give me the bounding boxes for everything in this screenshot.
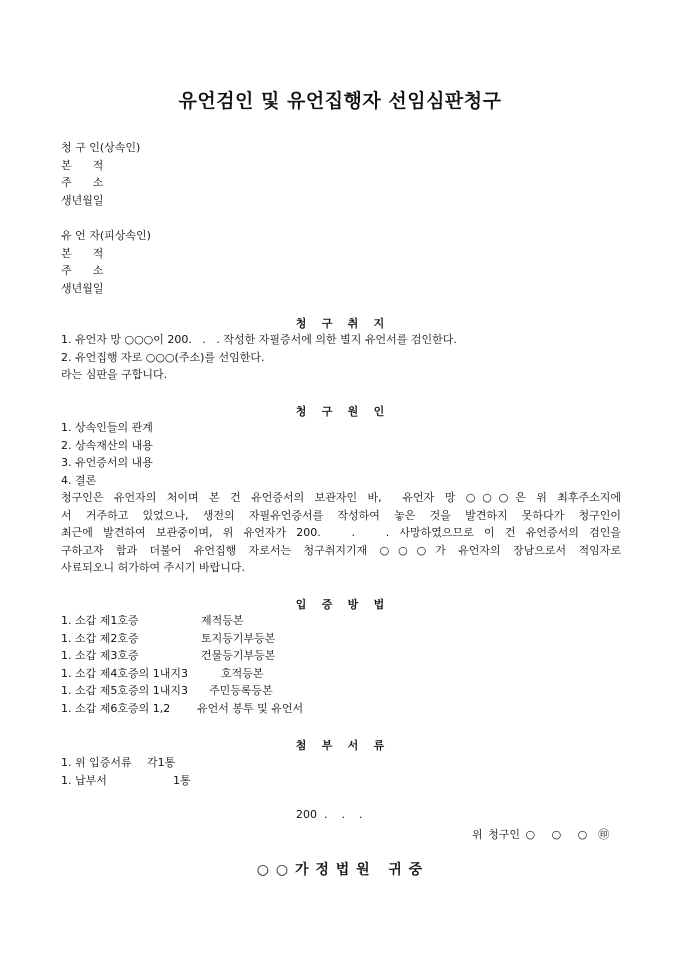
attachment-item	[61, 772, 191, 790]
evidence-item	[61, 647, 303, 665]
claimant-address-label: 주 소	[61, 176, 104, 189]
cause-paragraph-line: 청구인은 유언자의 처이며 본 건 유언증서의 보관자인 바, 유언자 망 ○○○은 위 최후주소지에	[61, 491, 621, 504]
cause-paragraph	[61, 489, 621, 577]
attachment-item	[61, 754, 191, 772]
cause-item: 3. 유언증서의 내용	[61, 456, 153, 469]
cause-paragraph-line: 서 거주하고 있었으나, 생전의 자필유언증서를 작성하여 놓은 것을 발견하지 못하다가 청구인이	[61, 508, 621, 522]
filing-date: 200 . . .	[296, 808, 363, 821]
deceased-address-label: 주 소	[61, 264, 104, 277]
evidence-doc: 건물등기부등본	[201, 649, 276, 662]
evidence-doc: 토지등기부등본	[201, 631, 276, 645]
evidence-doc: 제적등본	[201, 614, 244, 627]
evidence-heading: 입 증 방 법	[295, 598, 385, 611]
evidence-ref: 1. 소갑 제4호증의 1내지3	[61, 666, 188, 680]
document-title: 유언검인 및 유언집행자 선임심판청구	[178, 90, 502, 112]
evidence-item	[61, 665, 303, 683]
evidence-doc: 호적등본	[221, 666, 264, 680]
claimant-domicile-label: 본 적	[61, 158, 104, 172]
evidence-ref: 1. 소갑 제3호증	[61, 649, 139, 662]
deceased-section	[61, 227, 151, 297]
claimant-signature: 위 청구인 ○ ○ ○ ㊞	[472, 828, 610, 841]
evidence-ref: 1. 소갑 제1호증	[61, 614, 139, 627]
attachments-section	[61, 754, 191, 789]
cause-item: 4. 결론	[61, 473, 97, 487]
claimant-birthdate-label: 생년월일	[61, 193, 104, 207]
evidence-item	[61, 700, 303, 718]
evidence-doc: 주민등록등본	[209, 684, 273, 697]
deceased-domicile-label: 본 적	[61, 246, 104, 260]
evidence-section	[61, 612, 303, 717]
purpose-item: 1. 유언자 망 ○○○이 200. . . 작성한 자필증서에 의한 별지 유언서를 검인한다.	[61, 333, 457, 346]
evidence-item	[61, 630, 303, 648]
evidence-doc: 유언서 봉투 및 유언서	[197, 701, 304, 715]
cause-paragraph-line: 구하고자 함과 더불어 유언집행 자로서는 청구취지기재 ○○○가 유언자의 장남으로서 적임자로	[61, 543, 621, 557]
claimant-heading: 청 구 인(상속인)	[61, 141, 141, 154]
purpose-heading: 청 구 취 지	[295, 317, 385, 330]
claimant-section	[61, 139, 140, 209]
evidence-item	[61, 682, 303, 700]
cause-item: 2. 상속재산의 내용	[61, 438, 153, 452]
deceased-heading: 유 언 자(피상속인)	[61, 229, 151, 242]
attachment-name: 1. 위 입증서류	[61, 756, 132, 769]
purpose-item: 2. 유언집행 자로 ○○○(주소)를 선임한다.	[61, 350, 265, 364]
cause-paragraph-line: 사료되오니 허가하여 주시기 바랍니다.	[61, 561, 246, 574]
attachment-name: 1. 납부서	[61, 773, 107, 787]
attachment-count: 1통	[173, 773, 191, 787]
cause-section	[61, 419, 153, 489]
attachments-heading: 첨 부 서 류	[295, 739, 385, 752]
evidence-ref: 1. 소갑 제5호증의 1내지3	[61, 684, 188, 697]
cause-item: 1. 상속인들의 관계	[61, 421, 153, 434]
cause-heading: 청 구 원 인	[295, 405, 385, 418]
evidence-ref: 1. 소갑 제2호증	[61, 631, 139, 645]
court-addressee: ○ ○ 가 정 법 원 귀 중	[256, 862, 424, 878]
deceased-birthdate-label: 생년월일	[61, 281, 104, 295]
evidence-ref: 1. 소갑 제6호증의 1,2	[61, 701, 171, 715]
evidence-item	[61, 612, 303, 630]
purpose-section	[61, 331, 457, 384]
purpose-conclusion: 라는 심판을 구합니다.	[61, 368, 168, 381]
cause-paragraph-line: 최근에 발견하여 보관중이며, 위 유언자가 200. . . 사망하였으므로 이 건 유언증서의 검인을	[61, 526, 621, 539]
attachment-count: 각1통	[147, 756, 176, 769]
